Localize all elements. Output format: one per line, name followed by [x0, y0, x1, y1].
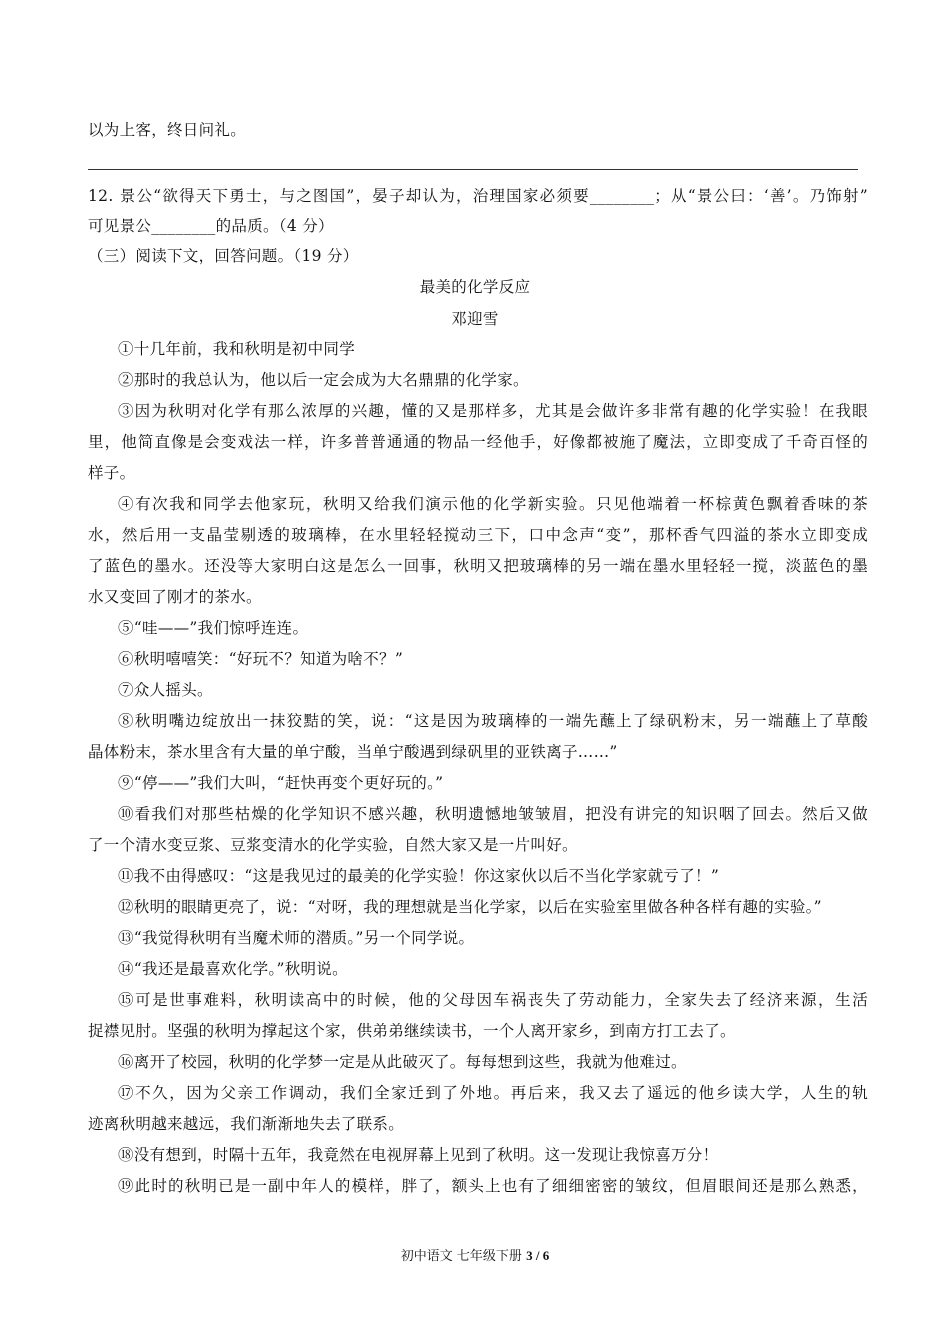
- paragraph-line: ⑪我不由得感叹：“这是我见过的最美的化学实验！你这家伙以后不当化学家就亏了！”: [118, 867, 720, 885]
- paragraph-line: ⑬“我觉得秋明有当魔术师的潜质。”另一个同学说。: [118, 929, 475, 947]
- paragraph-line: 了一个清水变豆浆、豆浆变清水的化学实验，自然大家又是一片叫好。: [88, 836, 578, 854]
- paragraph-line: ①十几年前，我和秋明是初中同学: [118, 340, 356, 358]
- footer-page-number: 3 / 6: [526, 1248, 550, 1263]
- paragraph-line: ⑯离开了校园，秋明的化学梦一定是从此破灭了。每每想到这些，我就为他难过。: [118, 1053, 687, 1071]
- paragraph-line: 水，然后用一支晶莹剔透的玻璃棒，在水里轻轻搅动三下，口中念声“变”，那杯香气四溢的茶水立即变成: [88, 526, 868, 544]
- section-3-heading: （三）阅读下文，回答问题。（19 分）: [88, 247, 359, 265]
- paragraph-line: ⑲此时的秋明已是一副中年人的模样，胖了，额头上也有了细细密密的皱纹，但眉眼间还是那么熟悉，: [118, 1177, 868, 1195]
- paragraph-line: ⑭“我还是最喜欢化学。”秋明说。: [118, 960, 348, 978]
- answer-line: [88, 169, 858, 170]
- previous-text-tail: 以为上客，终日问礼。: [88, 121, 247, 139]
- question-12-line-1: 12. 景公“欲得天下勇士，与之图国”，晏子却认为，治理国家必须要________；从“景公曰：‘善’。乃饰射”: [88, 187, 868, 205]
- article-author: 邓迎雪: [451, 310, 499, 328]
- paragraph-line: ⑨“停——”我们大叫，“赶快再变个更好玩的。”: [118, 774, 444, 792]
- paragraph-line: ⑫秋明的眼睛更亮了，说：“对呀，我的理想就是当化学家，以后在实验室里做各种各样有趣的实验。”: [118, 898, 822, 916]
- footer-subject: 初中语文 七年级下册: [400, 1249, 522, 1264]
- article-title: 最美的化学反应: [419, 278, 531, 296]
- paragraph-line: 迹离秋明越来越远，我们渐渐地失去了联系。: [88, 1115, 405, 1133]
- paragraph-line: 水又变回了刚才的茶水。: [88, 588, 262, 606]
- page-footer: [0, 1245, 950, 1264]
- paragraph-line: ⑤“哇——”我们惊呼连连。: [118, 619, 309, 637]
- paragraph-line: ⑱没有想到，时隔十五年，我竟然在电视屏幕上见到了秋明。这一发现让我惊喜万分！: [118, 1146, 719, 1164]
- paragraph-line: ⑮可是世事难料，秋明读高中的时候，他的父母因车祸丧失了劳动能力，全家失去了经济来源，生活: [118, 991, 868, 1009]
- paragraph-line: 捉襟见肘。坚强的秋明为撑起这个家，供弟弟继续读书，一个人离开家乡，到南方打工去了。: [88, 1022, 736, 1040]
- paragraph-line: ⑰不久，因为父亲工作调动，我们全家迁到了外地。再后来，我又去了遥远的他乡读大学，人生的轨: [118, 1084, 868, 1102]
- paragraph-line: ⑧秋明嘴边绽放出一抹狡黠的笑，说：“这是因为玻璃棒的一端先蘸上了绿矾粉末，另一端蘸上了草酸: [118, 712, 868, 730]
- paragraph-line: ②那时的我总认为，他以后一定会成为大名鼎鼎的化学家。: [118, 371, 529, 389]
- paragraph-line: ⑦众人摇头。: [118, 681, 213, 699]
- paragraph-line: 样子。: [88, 464, 136, 482]
- paragraph-line: ⑥秋明嘻嘻笑：“好玩不？知道为啥不？”: [118, 650, 404, 668]
- paragraph-line: ④有次我和同学去他家玩，秋明又给我们演示他的化学新实验。只见他端着一杯棕黄色飘着香味的茶: [118, 495, 868, 513]
- paragraph-line: ③因为秋明对化学有那么浓厚的兴趣，懂的又是那样多，尤其是会做许多非常有趣的化学实验！在我眼: [118, 402, 868, 420]
- question-12-line-2: 可见景公________的品质。（4 分）: [88, 217, 334, 235]
- paragraph-line: 晶体粉末，茶水里含有大量的单宁酸，当单宁酸遇到绿矾里的亚铁离子……”: [88, 743, 618, 761]
- paragraph-line: ⑩看我们对那些枯燥的化学知识不感兴趣，秋明遗憾地皱皱眉，把没有讲完的知识咽了回去。然后又做: [118, 805, 868, 823]
- paragraph-line: 里，他简直像是会变戏法一样，许多普普通通的物品一经他手，好像都被施了魔法，立即变成了千奇百怪的: [88, 433, 868, 451]
- paragraph-line: 了蓝色的墨水。还没等大家明白这是怎么一回事，秋明又把玻璃棒的另一端在墨水里轻轻一搅，淡蓝色的墨: [88, 557, 868, 575]
